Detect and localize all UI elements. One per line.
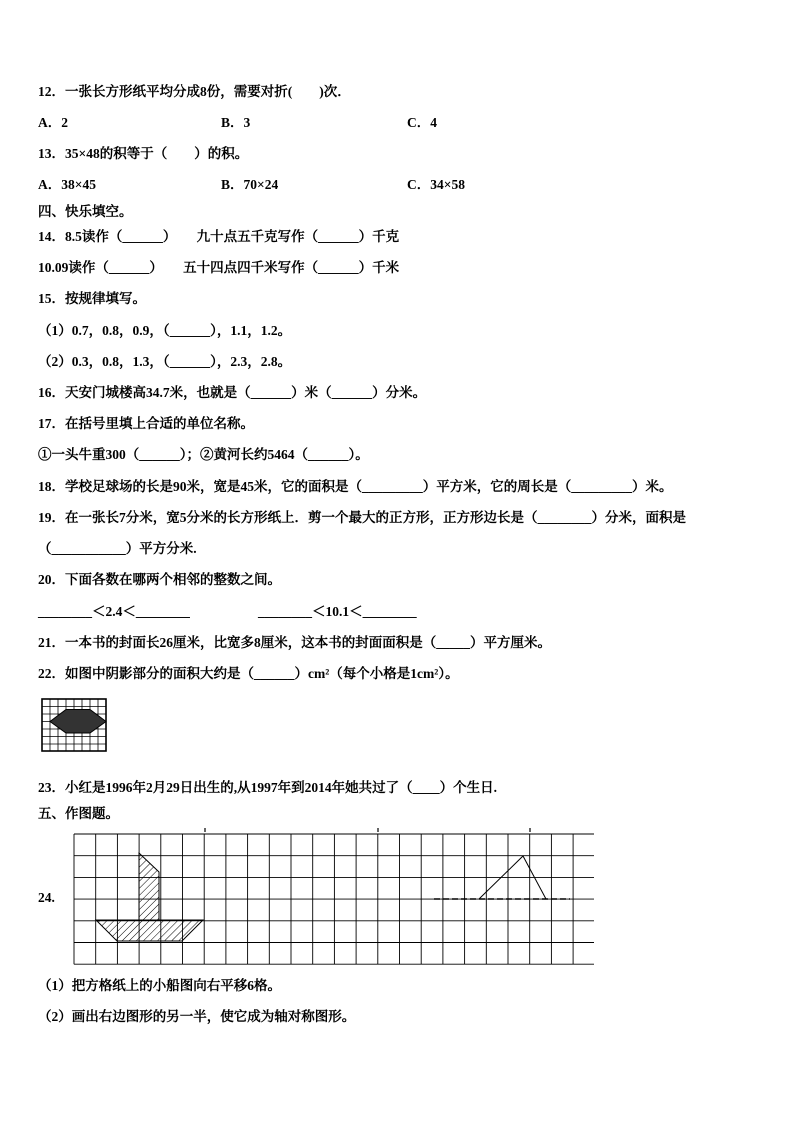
q13-option-b[interactable]: B．70×24: [221, 177, 279, 192]
q12-option-b[interactable]: B．3: [221, 115, 251, 130]
q19-line-2: （___________）平方分米.: [38, 541, 197, 556]
section-four-heading: 四、快乐填空。: [38, 204, 133, 219]
q15-sub-1: （1）0.7，0.8，0.9，（______），1.1，1.2。: [38, 323, 292, 338]
q18-text: 18．学校足球场的长是90米，宽是45米，它的面积是（_________）平方米，它的周长是（_________）米。: [38, 479, 673, 494]
q13-option-c[interactable]: C．34×58: [407, 177, 465, 192]
ship-sail: [139, 853, 159, 920]
q22-grid-figure: [40, 697, 110, 753]
q24-sub-1: （1）把方格纸上的小船图向右平移6格。: [38, 978, 281, 993]
q14-line-1: 14．8.5读作（______） 九十点五千克写作（______）千克: [38, 229, 400, 244]
q24-sub-2: （2）画出右边图形的另一半，使它成为轴对称图形。: [38, 1009, 356, 1024]
q17-line: ①一头牛重300（______）；②黄河长约5464（______）。: [38, 447, 369, 462]
q20-stem: 20．下面各数在哪两个相邻的整数之间。: [38, 572, 281, 587]
q12-option-c[interactable]: C．4: [407, 115, 437, 130]
q20-expression-1: ________＜2.4＜________: [38, 604, 190, 619]
q24-grid: [72, 828, 594, 968]
q13-stem: 13．35×48的积等于（ ）的积。: [38, 146, 249, 161]
q22-text: 22．如图中阴影部分的面积大约是（______）cm²（每个小格是1cm²）。: [38, 666, 459, 681]
section-five-heading: 五、作图题。: [38, 806, 119, 821]
q24-number: 24.: [38, 890, 55, 905]
top-tick-marks: [205, 828, 530, 832]
q20-expression-2: ________＜10.1＜________: [258, 604, 417, 619]
q14-line-2: 10.09读作（______） 五十四点四千米写作（______）千米: [38, 260, 400, 275]
q16-text: 16．天安门城楼高34.7米，也就是（______）米（______）分米。: [38, 385, 427, 400]
q15-sub-2: （2）0.3，0.8，1.3，（______），2.3，2.8。: [38, 354, 292, 369]
q12-stem: 12．一张长方形纸平均分成8份，需要对折( )次．: [38, 84, 351, 99]
ship-hull: [96, 920, 203, 941]
q15-stem: 15．按规律填写。: [38, 291, 146, 306]
q17-stem: 17．在括号里填上合适的单位名称。: [38, 416, 254, 431]
q21-text: 21．一本书的封面长26厘米，比宽多8厘米，这本书的封面面积是（_____）平方厘米。: [38, 635, 551, 650]
q23-text: 23．小红是1996年2月29日出生的,从1997年到2014年她共过了（____）个生日.: [38, 780, 497, 795]
q13-option-a[interactable]: A．38×45: [38, 177, 96, 192]
q12-option-a[interactable]: A．2: [38, 115, 68, 130]
q19-line-1: 19．在一张长7分米，宽5分米的长方形纸上．剪一个最大的正方形，正方形边长是（________）分米，面积是: [38, 510, 686, 525]
